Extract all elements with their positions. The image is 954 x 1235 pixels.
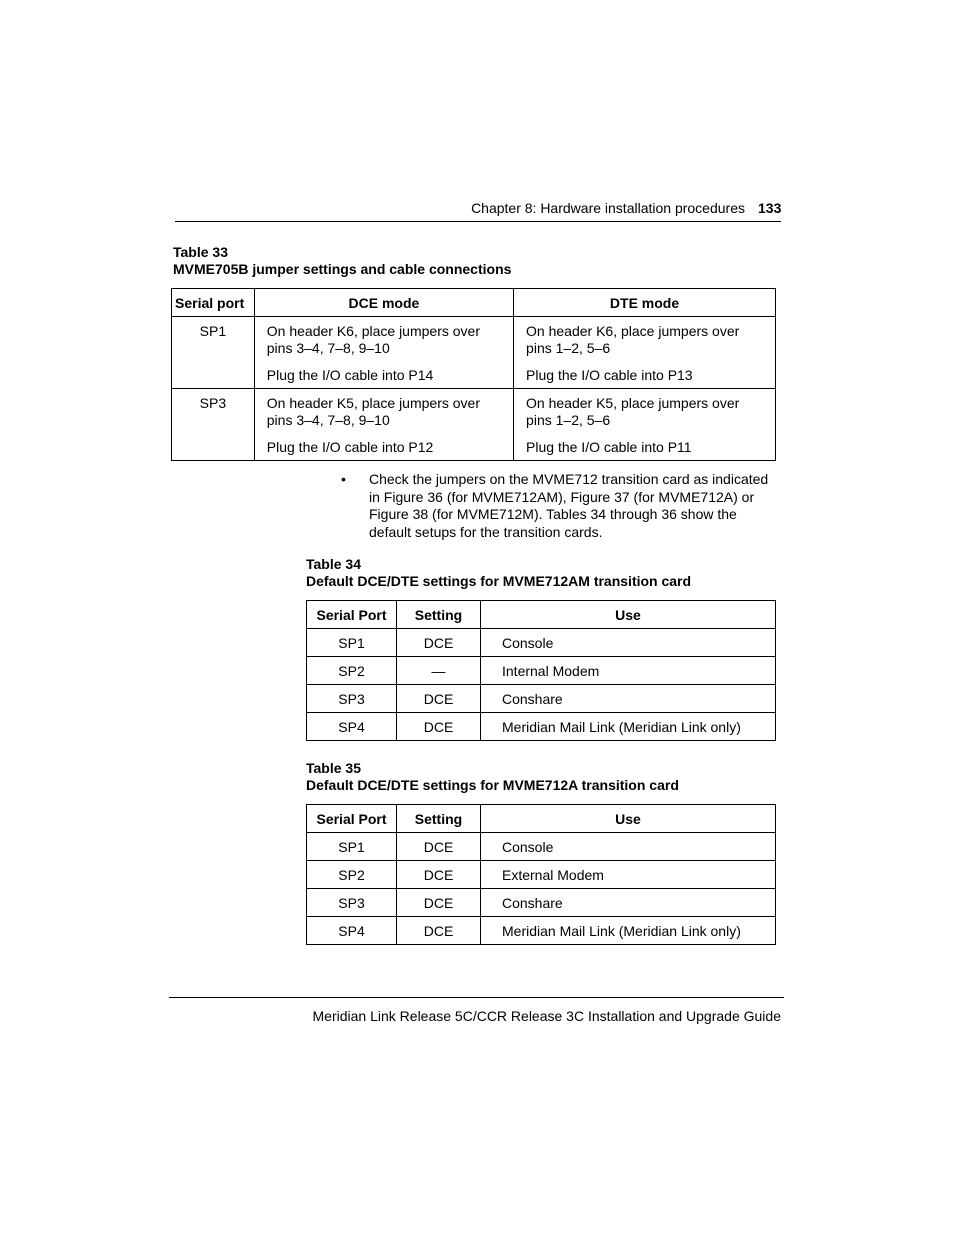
dte-jumper-text: On header K5, place jumpers over pins 1–2, 5–6 [526, 395, 740, 428]
table35-label: Table 35 [306, 760, 361, 776]
table35 [306, 804, 776, 945]
setting-cell: DCE [397, 861, 481, 889]
page-number: 133 [758, 200, 782, 216]
dte-jumper-text: On header K6, place jumpers over pins 1–2, 5–6 [526, 323, 740, 356]
column-header: Serial port [172, 289, 255, 317]
dte-cable-text: Plug the I/O cable into P13 [526, 367, 693, 383]
running-footer: Meridian Link Release 5C/CCR Release 3C Installation and Upgrade Guide [312, 1008, 781, 1024]
setting-cell: DCE [397, 685, 481, 713]
dce-cable-text: Plug the I/O cable into P12 [266, 439, 434, 455]
use-cell: Meridian Mail Link (Meridian Link only) [481, 713, 776, 741]
serial-port-cell: SP1 [307, 629, 397, 657]
setting-cell: DCE [397, 917, 481, 945]
table35-header-row [307, 805, 776, 833]
dce-mode-cell [254, 389, 513, 461]
dce-cable-text: Plug the I/O cable into P14 [266, 367, 434, 383]
column-header: DTE mode [514, 289, 776, 317]
use-cell: Internal Modem [481, 657, 776, 685]
setting-cell: — [397, 657, 481, 685]
setting-cell: DCE [397, 629, 481, 657]
dce-mode-cell [254, 317, 513, 389]
table33-caption [173, 244, 511, 278]
column-header: Setting [397, 601, 481, 629]
footer-rule [169, 997, 784, 998]
bullet-marker: • [341, 471, 346, 487]
running-header: Chapter 8: Hardware installation procedures [471, 200, 745, 216]
table33 [171, 288, 776, 461]
use-cell: Conshare [481, 889, 776, 917]
bullet-text: Check the jumpers on the MVME712 transition card as indicated in Figure 36 (for MVME712AM), Figure 37 (for MVME712A) or Figure 38 (for MVME712M). Tables 34 through 36 show the default setups for the transition cards. [369, 471, 769, 540]
table-row [307, 713, 776, 741]
serial-port-cell: SP1 [307, 833, 397, 861]
serial-port-cell: SP1 [172, 317, 255, 389]
table35-caption [306, 760, 679, 794]
table-row [307, 657, 776, 685]
table-row [307, 861, 776, 889]
table-row [307, 917, 776, 945]
serial-port-cell: SP3 [172, 389, 255, 461]
use-cell: Conshare [481, 685, 776, 713]
column-header: Serial Port [307, 805, 397, 833]
column-header: Use [481, 805, 776, 833]
dte-mode-cell [514, 317, 776, 389]
table33-title: MVME705B jumper settings and cable connections [173, 261, 512, 277]
serial-port-cell: SP2 [307, 861, 397, 889]
table-row [307, 629, 776, 657]
use-cell: External Modem [481, 861, 776, 889]
column-header: DCE mode [254, 289, 513, 317]
dce-jumper-text: On header K6, place jumpers over pins 3–4, 7–8, 9–10 [266, 323, 480, 356]
dte-cable-text: Plug the I/O cable into P11 [526, 439, 692, 455]
setting-cell: DCE [397, 833, 481, 861]
use-cell: Console [481, 833, 776, 861]
table34-title: Default DCE/DTE settings for MVME712AM transition card [306, 573, 692, 589]
serial-port-cell: SP3 [307, 685, 397, 713]
table-row [307, 833, 776, 861]
table34 [306, 600, 776, 741]
table33-header-row [172, 289, 776, 317]
column-header: Serial Port [307, 601, 397, 629]
table35-title: Default DCE/DTE settings for MVME712A transition card [306, 777, 679, 793]
table34-label: Table 34 [306, 556, 361, 572]
column-header: Setting [397, 805, 481, 833]
column-header: Use [481, 601, 776, 629]
serial-port-cell: SP4 [307, 713, 397, 741]
table-row [172, 317, 776, 389]
dce-jumper-text: On header K5, place jumpers over pins 3–4, 7–8, 9–10 [266, 395, 480, 428]
header-rule [175, 221, 781, 222]
table-row [307, 889, 776, 917]
dte-mode-cell [514, 389, 776, 461]
table-row [307, 685, 776, 713]
table33-label: Table 33 [173, 244, 228, 260]
serial-port-cell: SP2 [307, 657, 397, 685]
serial-port-cell: SP3 [307, 889, 397, 917]
setting-cell: DCE [397, 713, 481, 741]
use-cell: Meridian Mail Link (Meridian Link only) [481, 917, 776, 945]
use-cell: Console [481, 629, 776, 657]
serial-port-cell: SP4 [307, 917, 397, 945]
table-row [172, 389, 776, 461]
table34-header-row [307, 601, 776, 629]
table34-caption [306, 556, 691, 590]
setting-cell: DCE [397, 889, 481, 917]
